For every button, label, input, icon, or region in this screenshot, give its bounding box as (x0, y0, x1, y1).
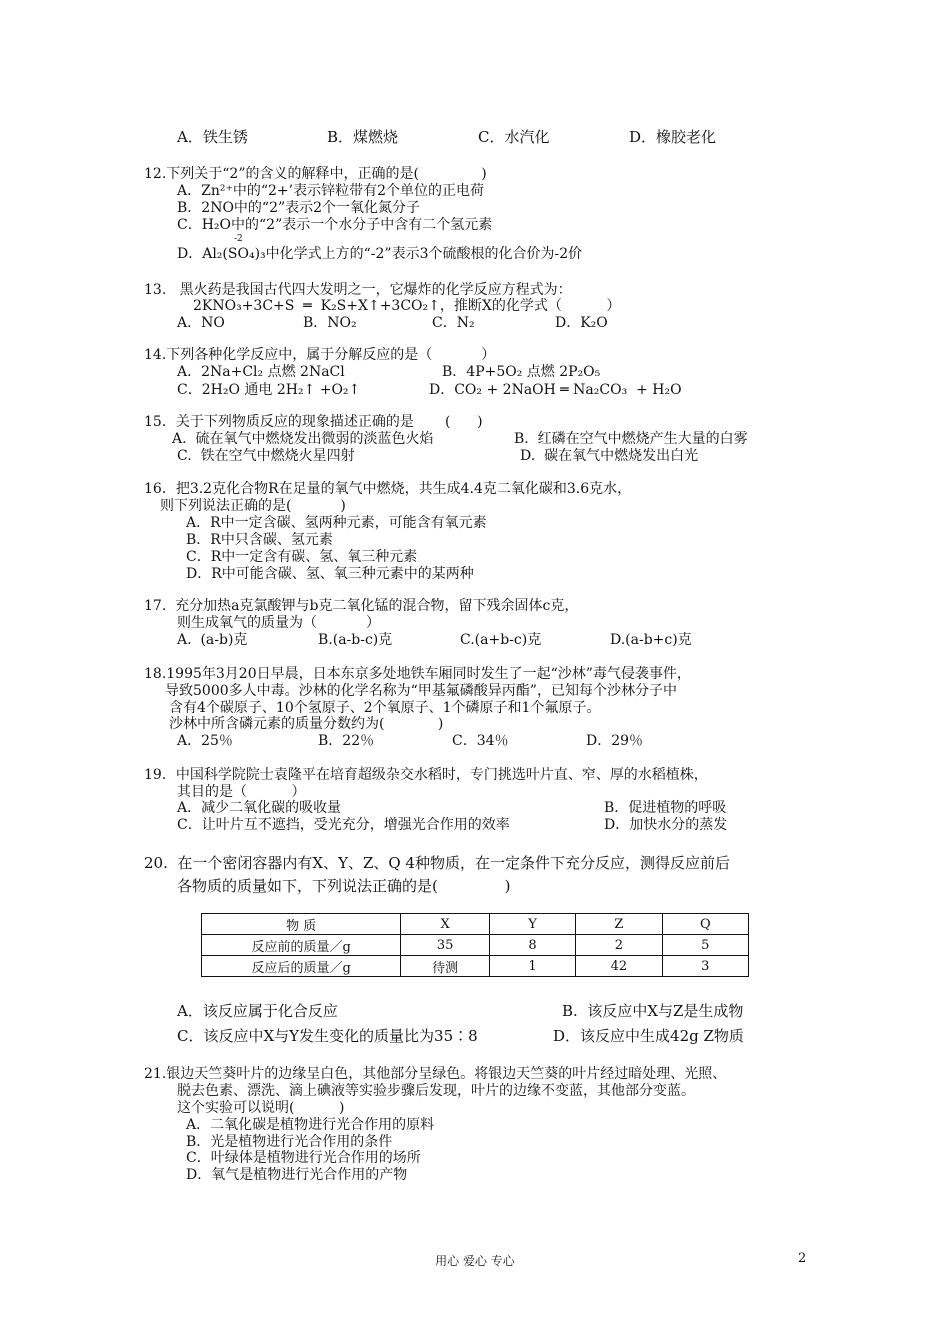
table-cell: 42 (576, 956, 662, 977)
q20-mass-table (201, 913, 749, 977)
table-header-row (202, 914, 749, 935)
table-row (202, 956, 749, 977)
q14-option-c: C．2H₂O 通电 2H₂↑ +O₂↑ (177, 382, 361, 398)
q21-line3: 这个实验可以说明( ) (177, 1100, 345, 1116)
q21-option-d: D．氧气是植物进行光合作用的产物 (186, 1167, 408, 1183)
q21-option-b: B．光是植物进行光合作用的条件 (186, 1134, 393, 1150)
q18-option-b: B．22％ (318, 733, 375, 749)
q20-stem-line1: 20. 在一个密闭容器内有X、Y、Z、Q 4种物质，在一定条件下充分反应，测得反应前后 (144, 854, 731, 872)
table-header-cell: Z (576, 914, 662, 935)
q12-option-b: B．2NO中的“2”表示2个一氧化氮分子 (177, 200, 421, 216)
q17-option-a: A. (a-b)克 (177, 632, 248, 648)
q15-option-c: C. 铁在空气中燃烧火星四射 (177, 448, 355, 464)
table-row (202, 935, 749, 956)
table-cell: 35 (401, 935, 489, 956)
q16-option-b: B．R中只含碳、氢元素 (186, 532, 333, 548)
q21-option-c: C．叶绿体是植物进行光合作用的场所 (186, 1150, 421, 1166)
q17-option-b: B.(a-b-c)克 (318, 632, 393, 648)
q20-option-a: A．该反应属于化合反应 (177, 1002, 338, 1020)
q18-option-d: D．29％ (586, 733, 644, 749)
q12-charge-label: -2 (234, 234, 243, 244)
q11-option-c: C．水汽化 (478, 128, 550, 146)
q17-stem-line1: 17. 充分加热a克氯酸钾与b克二氧化锰的混合物，留下残余固体c克， (144, 598, 579, 614)
q18-line3: 含有4个碳原子、10个氢原子、2个氧原子、1个磷原子和1个氟原子。 (169, 700, 601, 716)
q17-option-c: C.(a+b-c)克 (460, 632, 542, 648)
q11-option-b: B．煤燃烧 (327, 128, 399, 146)
q15-stem: 15．关于下列物质反应的现象描述正确的是 ( ) (144, 414, 483, 430)
q21-line1: 21.银边天竺葵叶片的边缘呈白色，其他部分呈绿色。将银边天竺葵的叶片经过暗处理、光照、 (144, 1066, 727, 1082)
q12-option-d: D．Al₂(SO₄)₃中化学式上方的“-2”表示3个硫酸根的化合价为-2价 (177, 246, 583, 262)
q21-line2: 脱去色素、漂洗、滴上碘液等实验步骤后发现，叶片的边缘不变蓝，其他部分变蓝。 (177, 1083, 695, 1099)
q13-option-a: A．NO (177, 315, 225, 331)
table-cell: 1 (489, 956, 575, 977)
q12-stem: 12.下列关于“2”的含义的解释中，正确的是( ) (144, 166, 487, 182)
table-cell: 2 (576, 935, 662, 956)
q16-stem-line1: 16．把3.2克化合物R在足量的氧气中燃烧，共生成4.4克二氧化碳和3.6克水， (144, 481, 632, 497)
table-header-cell: Y (489, 914, 575, 935)
q13-stem: 13. 黑火药是我国古代四大发明之一，它爆炸的化学反应方程式为： (144, 282, 572, 298)
q20-option-d: D．该反应中生成42g Z物质 (553, 1027, 744, 1045)
q18-option-c: C．34％ (452, 733, 509, 749)
table-cell: 8 (489, 935, 575, 956)
table-header-cell: 物 质 (202, 914, 401, 935)
q15-option-b: B. 红磷在空气中燃烧产生大量的白雾 (514, 431, 748, 447)
q17-stem-line2: 则生成氧气的质量为（ ） (177, 615, 380, 631)
q16-option-a: A．R中一定含碳、氢两种元素，可能含有氧元素 (186, 515, 487, 531)
q16-option-c: C．R中一定含有碳、氢、氧三种元素 (186, 549, 418, 565)
q20-option-c: C．该反应中X与Y发生变化的质量比为35∶8 (177, 1027, 478, 1045)
q20-option-b: B. 该反应中X与Z是生成物 (562, 1002, 744, 1020)
q12-option-a: A．Zn²⁺中的“2+’表示锌粒带有2个单位的正电荷 (177, 183, 485, 199)
q19-option-b: B．促进植物的呼吸 (604, 800, 727, 816)
q11-option-a: A．铁生锈 (177, 128, 248, 146)
table-cell: 反应前的质量／g (202, 935, 401, 956)
q19-option-a: A．减少二氧化碳的吸收量 (177, 800, 342, 816)
q13-equation: 2KNO₃+3C+S ═ K₂S+X↑+3CO₂↑，推断X的化学式（ ） (193, 298, 621, 314)
q13-option-c: C．N₂ (432, 315, 475, 331)
q12-option-c: C．H₂O中的“2”表示一个水分子中含有二个氢元素 (177, 217, 493, 233)
table-cell: 反应后的质量／g (202, 956, 401, 977)
q13-option-b: B．NO₂ (303, 315, 357, 331)
table-cell: 3 (662, 956, 748, 977)
q19-stem-line1: 19．中国科学院院士袁隆平在培育超级杂交水稻时，专门挑选叶片直、窄、厚的水稻植株， (144, 767, 708, 783)
q15-option-a: A. 硫在氧气中燃烧发出微弱的淡蓝色火焰 (172, 431, 434, 447)
q18-line1: 18.1995年3月20日早晨，日本东京多处地铁车厢同时发生了一起“沙林”毒气侵袭事件， (144, 666, 691, 682)
q19-option-c: C．让叶片互不遮挡，受光充分，增强光合作用的效率 (177, 817, 510, 833)
q17-option-d: D.(a-b+c)克 (610, 632, 692, 648)
q18-line2: 导致5000多人中毒。沙林的化学名称为“甲基氟磷酸异丙酯”，已知每个沙林分子中 (165, 683, 677, 699)
q19-stem-line2: 其目的是（ ） (177, 784, 306, 800)
table-header-cell: Q (662, 914, 748, 935)
q16-stem-line2: 则下列说法正确的是( ) (160, 498, 346, 514)
table-cell: 待测 (401, 956, 489, 977)
table-cell: 5 (662, 935, 748, 956)
q18-option-a: A．25％ (177, 733, 233, 749)
page-footer: 用心 爱心 专心 (435, 1254, 515, 1268)
q11-option-d: D．橡胶老化 (629, 128, 717, 146)
q14-stem: 14.下列各种化学反应中，属于分解反应的是（ ） (144, 347, 496, 363)
table-header-cell: X (401, 914, 489, 935)
q16-option-d: D．R中可能含碳、氢、氧三种元素中的某两种 (186, 566, 474, 582)
q15-option-d: D. 碳在氧气中燃烧发出白光 (520, 448, 699, 464)
q19-option-d: D．加快水分的蒸发 (604, 817, 728, 833)
q18-line4: 沙林中所含磷元素的质量分数约为( ) (169, 716, 444, 732)
q20-stem-line2: 各物质的质量如下，下列说法正确的是( ) (177, 877, 511, 895)
q13-option-d: D．K₂O (555, 315, 608, 331)
q14-option-a: A．2Na+Cl₂ 点燃 2NaCl (177, 364, 345, 380)
q14-option-b: B．4P+5O₂ 点燃 2P₂O₅ (442, 364, 601, 380)
q21-option-a: A．二氧化碳是植物进行光合作用的原料 (186, 1117, 435, 1133)
q14-option-d: D．CO₂ + 2NaOH ═ Na₂CO₃ + H₂O (429, 382, 682, 398)
page-number: 2 (798, 1251, 807, 1266)
